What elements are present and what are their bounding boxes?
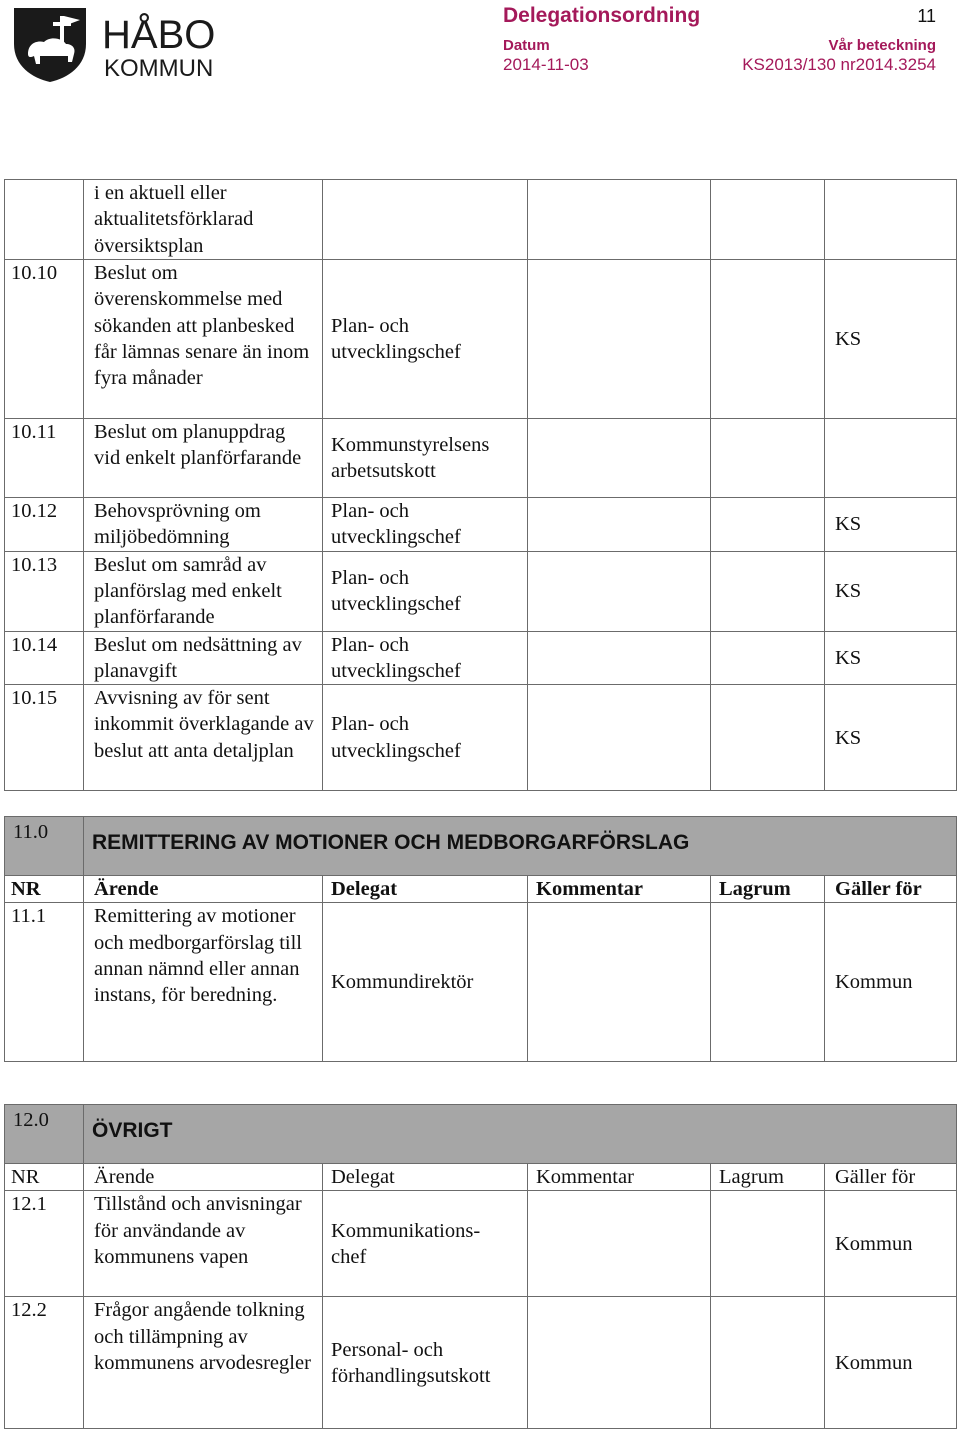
- nr-cell: 11.1: [5, 903, 84, 1062]
- arende-cell: Beslut om planuppdrag vid enkelt planförfarande: [84, 419, 323, 498]
- galler-for-cell: KS: [825, 498, 957, 552]
- nr-cell: 10.14: [5, 631, 84, 685]
- section-number: 11.0: [5, 817, 84, 876]
- galler-for-cell: Kommun: [825, 903, 957, 1062]
- column-header-row: [5, 876, 957, 903]
- section-number: 12.0: [5, 1105, 84, 1164]
- column-header-arende: Ärende: [84, 1164, 323, 1191]
- lagrum-cell: [711, 903, 825, 1062]
- nr-cell: 10.13: [5, 551, 84, 631]
- galler-for-cell: KS: [825, 685, 957, 791]
- kommentar-cell: [528, 1297, 711, 1429]
- delegat-cell: Kommunstyrelsens arbetsutskott: [323, 419, 528, 498]
- kommentar-cell: [528, 903, 711, 1062]
- table-row: [5, 903, 957, 1062]
- table-row: [5, 498, 957, 552]
- galler-for-cell: [825, 180, 957, 260]
- section-heading-row: [5, 1105, 957, 1164]
- nr-cell: 10.15: [5, 685, 84, 791]
- column-header-row: [5, 1164, 957, 1191]
- datum-label: Datum: [503, 37, 550, 54]
- document-title: Delegationsordning: [503, 4, 701, 27]
- delegat-cell: [323, 180, 528, 260]
- lagrum-cell: [711, 260, 825, 419]
- arende-cell: Frågor angående tolkning och tillämpning av kommunens arvodesregler: [84, 1297, 323, 1429]
- delegat-cell: Plan- och utvecklingschef: [323, 260, 528, 419]
- table-row: [5, 1297, 957, 1429]
- kommentar-cell: [528, 260, 711, 419]
- arende-cell: Tillstånd och anvisningar för användande av kommunens vapen: [84, 1191, 323, 1297]
- delegat-cell: Plan- och utvecklingschef: [323, 685, 528, 791]
- lagrum-cell: [711, 631, 825, 685]
- delegat-cell: Kommunikations- chef: [323, 1191, 528, 1297]
- table-row: [5, 685, 957, 791]
- nr-cell: 12.1: [5, 1191, 84, 1297]
- column-header-nr: NR: [5, 1164, 84, 1191]
- lagrum-cell: [711, 551, 825, 631]
- lagrum-cell: [711, 1191, 825, 1297]
- beteckning-label: Vår beteckning: [828, 37, 936, 54]
- section12-table: [4, 1104, 957, 1429]
- arende-cell: Avvisning av för sent inkommit överklagande av beslut att anta detaljplan: [84, 685, 323, 791]
- table-row: [5, 180, 957, 260]
- nr-cell: 12.2: [5, 1297, 84, 1429]
- beteckning-value: KS2013/130 nr2014.3254: [742, 55, 936, 74]
- arende-cell: Beslut om nedsättning av planavgift: [84, 631, 323, 685]
- lagrum-cell: [711, 498, 825, 552]
- page-number: 11: [917, 6, 936, 26]
- kommentar-cell: [528, 685, 711, 791]
- column-header-galler-for: Gäller för: [825, 1164, 957, 1191]
- kommentar-cell: [528, 1191, 711, 1297]
- habo-kommun-logo: [10, 4, 240, 84]
- column-header-lagrum: Lagrum: [711, 876, 825, 903]
- galler-for-cell: [825, 419, 957, 498]
- nr-cell: [5, 180, 84, 260]
- arende-cell: i en aktuell eller aktualitetsförklarad översiktsplan: [84, 180, 323, 260]
- table-row: [5, 1191, 957, 1297]
- section11-table: [4, 816, 957, 1062]
- column-header-delegat: Delegat: [323, 876, 528, 903]
- section10-table: [4, 179, 957, 791]
- table-row: [5, 419, 957, 498]
- galler-for-cell: KS: [825, 260, 957, 419]
- delegat-cell: Plan- och utvecklingschef: [323, 631, 528, 685]
- table-row: [5, 551, 957, 631]
- nr-cell: 10.11: [5, 419, 84, 498]
- lagrum-cell: [711, 180, 825, 260]
- lagrum-cell: [711, 419, 825, 498]
- column-header-lagrum: Lagrum: [711, 1164, 825, 1191]
- delegat-cell: Kommundirektör: [323, 903, 528, 1062]
- delegat-cell: Plan- och utvecklingschef: [323, 551, 528, 631]
- galler-for-cell: KS: [825, 631, 957, 685]
- galler-for-cell: Kommun: [825, 1191, 957, 1297]
- column-header-arende: Ärende: [84, 876, 323, 903]
- arende-cell: Remittering av motioner och medborgarförslag till annan nämnd eller annan instans, för beredning.: [84, 903, 323, 1062]
- delegat-cell: Personal- och förhandlingsutskott: [323, 1297, 528, 1429]
- lagrum-cell: [711, 1297, 825, 1429]
- column-header-nr: NR: [5, 876, 84, 903]
- kommentar-cell: [528, 419, 711, 498]
- column-header-galler-for: Gäller för: [825, 876, 957, 903]
- arende-cell: Behovsprövning om miljöbedömning: [84, 498, 323, 552]
- lagrum-cell: [711, 685, 825, 791]
- galler-for-cell: Kommun: [825, 1297, 957, 1429]
- nr-cell: 10.10: [5, 260, 84, 419]
- municipal-seal-icon: [14, 8, 86, 82]
- column-header-kommentar: Kommentar: [528, 876, 711, 903]
- section-title: REMITTERING AV MOTIONER OCH MEDBORGARFÖRSLAG: [84, 817, 957, 876]
- arende-cell: Beslut om samråd av planförslag med enkelt planförfarande: [84, 551, 323, 631]
- column-header-delegat: Delegat: [323, 1164, 528, 1191]
- delegat-cell: Plan- och utvecklingschef: [323, 498, 528, 552]
- section-heading-row: [5, 817, 957, 876]
- datum-value: 2014-11-03: [503, 55, 589, 74]
- table-row: [5, 260, 957, 419]
- logo-name: HÅBO: [102, 13, 216, 57]
- table-row: [5, 631, 957, 685]
- column-header-kommentar: Kommentar: [528, 1164, 711, 1191]
- kommentar-cell: [528, 551, 711, 631]
- kommentar-cell: [528, 631, 711, 685]
- logo-subname: KOMMUN: [104, 55, 214, 82]
- kommentar-cell: [528, 180, 711, 260]
- kommentar-cell: [528, 498, 711, 552]
- galler-for-cell: KS: [825, 551, 957, 631]
- nr-cell: 10.12: [5, 498, 84, 552]
- arende-cell: Beslut om överenskommelse med sökanden att planbesked får lämnas senare än inom fyra månader: [84, 260, 323, 419]
- section-title: ÖVRIGT: [84, 1105, 957, 1164]
